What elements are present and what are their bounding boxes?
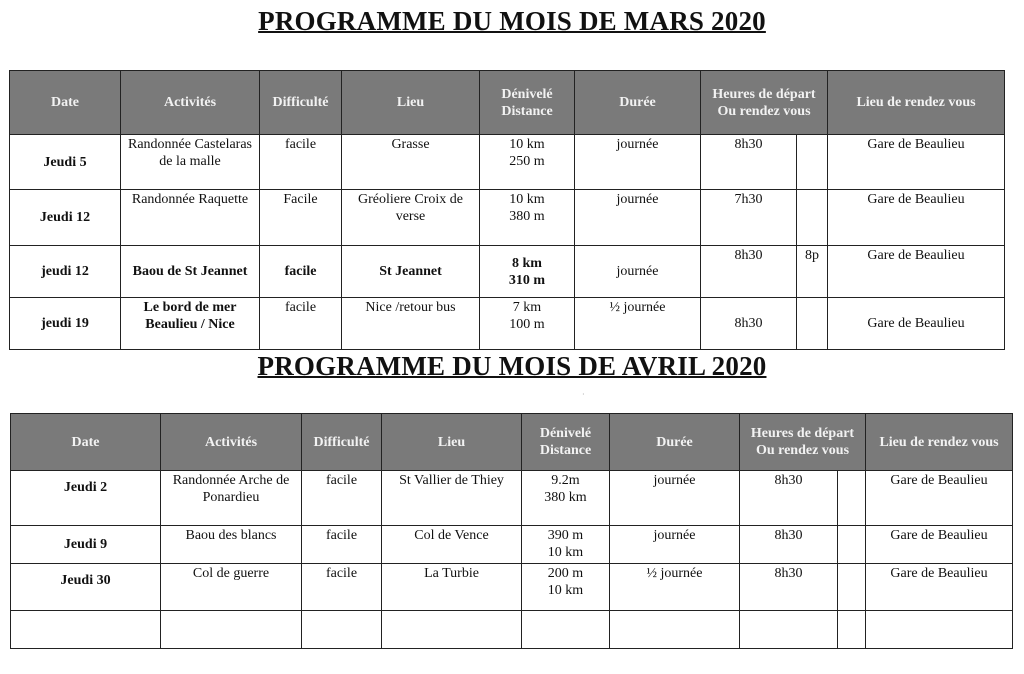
cell-duree: journée xyxy=(610,526,740,564)
cell-denivele: 380 km xyxy=(544,490,587,505)
cell-denivele: 10 km xyxy=(547,545,584,560)
header-date: Date xyxy=(10,71,121,135)
cell-date: Jeudi 12 xyxy=(10,190,121,246)
cell-extra xyxy=(838,526,866,564)
cell-date: jeudi 19 xyxy=(10,298,121,350)
cell-denivele: 10 km xyxy=(547,583,584,598)
cell-heure: 8h30 xyxy=(740,564,838,611)
cell-difficulte: facile xyxy=(302,526,382,564)
cell-empty xyxy=(740,611,838,649)
cell-denivele-distance xyxy=(480,246,575,298)
cell-rdv: Gare de Beaulieu xyxy=(828,190,1005,246)
cell-difficulte: facile xyxy=(302,471,382,526)
cell-denivele: 310 m xyxy=(508,272,546,288)
cell-empty xyxy=(382,611,522,649)
cell-lieu: Nice /retour bus xyxy=(342,298,480,350)
header-lieu-rdv: Lieu de rendez vous xyxy=(828,71,1005,135)
cell-lieu: St Jeannet xyxy=(342,246,480,298)
table-header-row xyxy=(11,414,1013,471)
cell-empty xyxy=(302,611,382,649)
header-activites: Activités xyxy=(121,71,260,135)
cell-activite: Randonnée Raquette xyxy=(121,190,260,246)
cell-heure: 8h30 xyxy=(701,246,797,298)
cell-heure: 8h30 xyxy=(740,471,838,526)
cell-denivele-distance xyxy=(480,190,575,246)
cell-denivele-distance xyxy=(480,298,575,350)
cell-empty xyxy=(866,611,1013,649)
page-title-mars: PROGRAMME DU MOIS DE MARS 2020 xyxy=(258,6,766,36)
cell-duree: ½ journée xyxy=(610,564,740,611)
cell-rdv: Gare de Beaulieu xyxy=(828,135,1005,190)
cell-denivele: 250 m xyxy=(509,154,545,169)
cell-extra: 8p xyxy=(797,246,828,298)
cell-extra xyxy=(838,564,866,611)
cell-lieu: Grasse xyxy=(342,135,480,190)
table-row xyxy=(11,526,1013,564)
cell-empty xyxy=(610,611,740,649)
table-row-empty xyxy=(11,611,1013,649)
page-title-avril: PROGRAMME DU MOIS DE AVRIL 2020 xyxy=(257,351,767,381)
cell-date: jeudi 12 xyxy=(10,246,121,298)
header-heures-depart: Heures de départ Ou rendez vous xyxy=(740,414,866,471)
cell-denivele-distance xyxy=(522,471,610,526)
cell-duree: journée xyxy=(610,471,740,526)
cell-lieu: Gréoliere Croix de verse xyxy=(342,190,480,246)
header-lieu-rdv: Lieu de rendez vous xyxy=(866,414,1013,471)
cell-distance: 9.2m xyxy=(551,473,580,488)
cell-empty xyxy=(161,611,302,649)
header-heures-depart: Heures de départ Ou rendez vous xyxy=(701,71,828,135)
cell-denivele: 380 m xyxy=(509,209,545,224)
cell-difficulte: facile xyxy=(260,135,342,190)
cell-difficulte: facile xyxy=(260,246,342,298)
cell-date: Jeudi 5 xyxy=(10,135,121,190)
cell-date: Jeudi 30 xyxy=(11,564,161,611)
header-lieu: Lieu xyxy=(382,414,522,471)
cell-heure: 8h30 xyxy=(701,298,797,350)
schedule-table-mars xyxy=(9,70,1005,350)
scan-speck: · xyxy=(582,390,585,399)
cell-date: Jeudi 9 xyxy=(11,526,161,564)
cell-extra xyxy=(838,471,866,526)
cell-date: Jeudi 2 xyxy=(11,471,161,526)
cell-difficulte: facile xyxy=(302,564,382,611)
cell-distance: 8 km xyxy=(512,255,542,271)
cell-duree: journée xyxy=(575,135,701,190)
cell-empty xyxy=(838,611,866,649)
cell-denivele-distance xyxy=(522,526,610,564)
schedule-table-avril xyxy=(10,413,1013,649)
table-header-row xyxy=(10,71,1005,135)
cell-duree: journée xyxy=(575,246,701,298)
cell-activite: Randonnée Castelaras de la malle xyxy=(121,135,260,190)
cell-duree: ½ journée xyxy=(575,298,701,350)
cell-distance: 10 km xyxy=(509,192,545,207)
cell-rdv: Gare de Beaulieu xyxy=(866,471,1013,526)
cell-extra xyxy=(797,298,828,350)
cell-empty xyxy=(522,611,610,649)
table-row xyxy=(10,246,1005,298)
cell-denivele-distance xyxy=(480,135,575,190)
cell-rdv: Gare de Beaulieu xyxy=(866,526,1013,564)
cell-duree: journée xyxy=(575,190,701,246)
cell-rdv: Gare de Beaulieu xyxy=(828,246,1005,298)
table-row xyxy=(11,564,1013,611)
header-duree: Durée xyxy=(610,414,740,471)
cell-activite: Baou des blancs xyxy=(161,526,302,564)
cell-denivele: 100 m xyxy=(509,317,545,332)
cell-activite: Randonnée Arche de Ponardieu xyxy=(161,471,302,526)
cell-heure: 8h30 xyxy=(740,526,838,564)
header-date: Date xyxy=(11,414,161,471)
cell-distance: 200 m xyxy=(547,566,584,581)
table-row xyxy=(10,298,1005,350)
header-difficulte: Difficulté xyxy=(302,414,382,471)
cell-extra xyxy=(797,135,828,190)
cell-lieu: Col de Vence xyxy=(382,526,522,564)
cell-distance: 7 km xyxy=(512,300,542,315)
table-row xyxy=(10,190,1005,246)
header-lieu: Lieu xyxy=(342,71,480,135)
cell-heure: 8h30 xyxy=(701,135,797,190)
cell-rdv: Gare de Beaulieu xyxy=(828,298,1005,350)
cell-lieu: La Turbie xyxy=(382,564,522,611)
cell-activite: Col de guerre xyxy=(161,564,302,611)
cell-distance: 10 km xyxy=(509,137,545,152)
cell-heure: 7h30 xyxy=(701,190,797,246)
header-activites: Activités xyxy=(161,414,302,471)
cell-empty xyxy=(11,611,161,649)
cell-activite: Baou de St Jeannet xyxy=(121,246,260,298)
cell-extra xyxy=(797,190,828,246)
cell-difficulte: Facile xyxy=(260,190,342,246)
cell-lieu: St Vallier de Thiey xyxy=(382,471,522,526)
cell-distance: 390 m xyxy=(547,528,584,543)
cell-activite: Le bord de mer Beaulieu / Nice xyxy=(121,298,260,350)
header-denivele-distance: Dénivelé Distance xyxy=(522,414,610,471)
header-denivele-distance: Dénivelé Distance xyxy=(480,71,575,135)
cell-rdv: Gare de Beaulieu xyxy=(866,564,1013,611)
table-row xyxy=(10,135,1005,190)
header-duree: Durée xyxy=(575,71,701,135)
header-difficulte: Difficulté xyxy=(260,71,342,135)
cell-difficulte: facile xyxy=(260,298,342,350)
table-row xyxy=(11,471,1013,526)
cell-denivele-distance xyxy=(522,564,610,611)
